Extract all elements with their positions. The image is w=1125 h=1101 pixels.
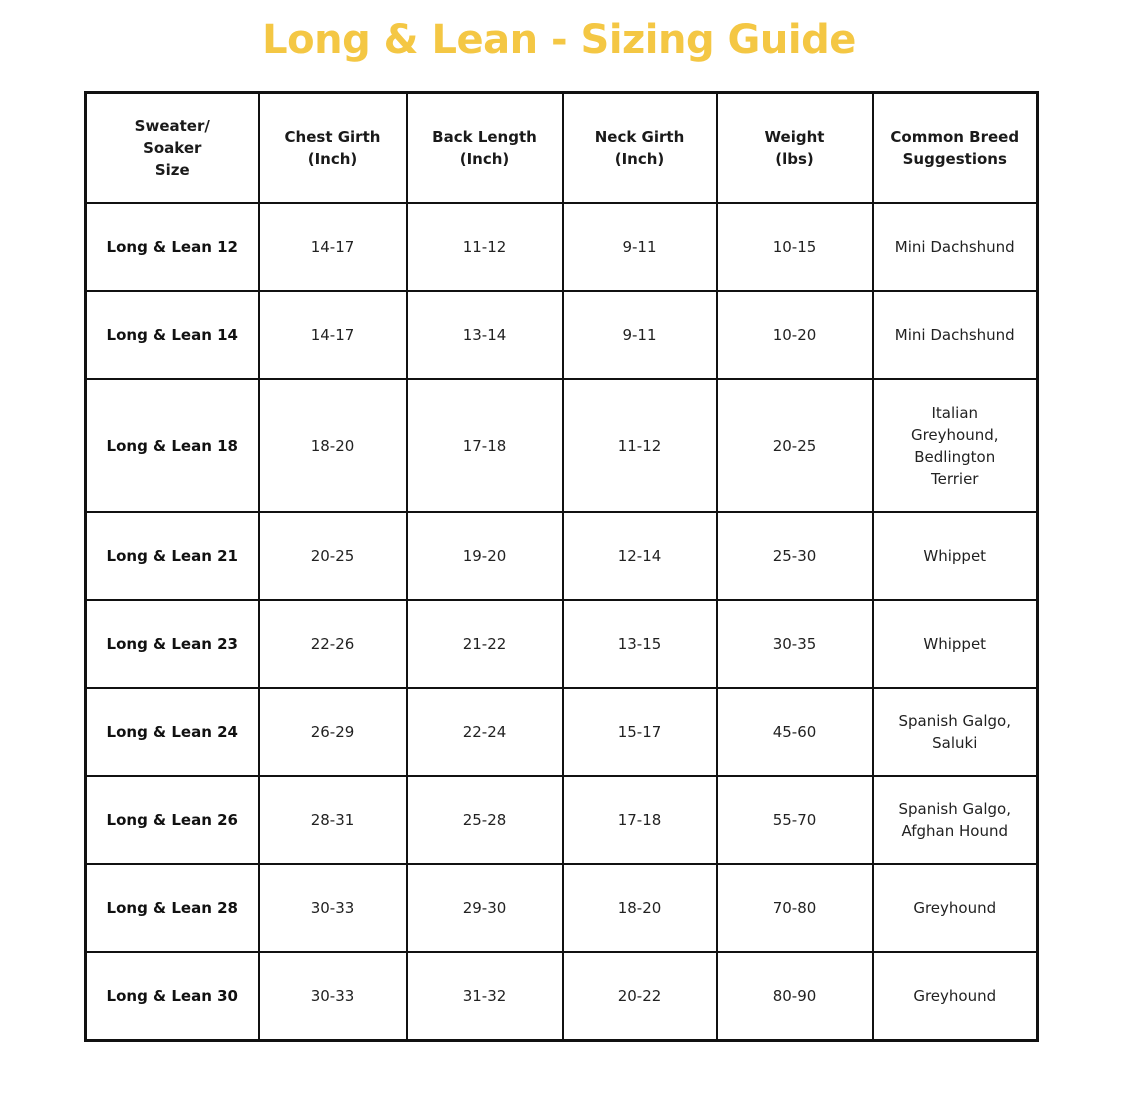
table-row bbox=[86, 600, 1038, 688]
back-cell: 19-20 bbox=[407, 512, 563, 600]
size-cell: Long & Lean 12 bbox=[86, 203, 259, 291]
chest-cell: 30-33 bbox=[259, 864, 407, 952]
back-cell: 25-28 bbox=[407, 776, 563, 864]
size-cell: Long & Lean 14 bbox=[86, 291, 259, 379]
neck-cell: 20-22 bbox=[563, 952, 717, 1041]
table-row bbox=[86, 864, 1038, 952]
chest-cell: 30-33 bbox=[259, 952, 407, 1041]
sizing-table bbox=[84, 91, 1039, 1042]
size-cell: Long & Lean 21 bbox=[86, 512, 259, 600]
weight-cell: 70-80 bbox=[717, 864, 873, 952]
back-cell: 22-24 bbox=[407, 688, 563, 776]
neck-cell: 12-14 bbox=[563, 512, 717, 600]
neck-cell: 11-12 bbox=[563, 379, 717, 512]
neck-cell: 9-11 bbox=[563, 203, 717, 291]
table-row bbox=[86, 512, 1038, 600]
chest-cell: 18-20 bbox=[259, 379, 407, 512]
header-size: Sweater/ Soaker Size bbox=[86, 93, 259, 204]
weight-cell: 80-90 bbox=[717, 952, 873, 1041]
chest-cell: 14-17 bbox=[259, 203, 407, 291]
header-weight: Weight (lbs) bbox=[717, 93, 873, 204]
table-row bbox=[86, 203, 1038, 291]
back-cell: 17-18 bbox=[407, 379, 563, 512]
neck-cell: 17-18 bbox=[563, 776, 717, 864]
breed-cell: Whippet bbox=[873, 512, 1038, 600]
chest-cell: 26-29 bbox=[259, 688, 407, 776]
size-cell: Long & Lean 28 bbox=[86, 864, 259, 952]
breed-cell: Spanish Galgo, Afghan Hound bbox=[873, 776, 1038, 864]
neck-cell: 15-17 bbox=[563, 688, 717, 776]
breed-cell: Mini Dachshund bbox=[873, 291, 1038, 379]
weight-cell: 30-35 bbox=[717, 600, 873, 688]
header-back-length: Back Length (Inch) bbox=[407, 93, 563, 204]
breed-cell: Greyhound bbox=[873, 952, 1038, 1041]
chest-cell: 22-26 bbox=[259, 600, 407, 688]
weight-cell: 25-30 bbox=[717, 512, 873, 600]
table-row bbox=[86, 688, 1038, 776]
chest-cell: 28-31 bbox=[259, 776, 407, 864]
weight-cell: 45-60 bbox=[717, 688, 873, 776]
back-cell: 13-14 bbox=[407, 291, 563, 379]
table-row bbox=[86, 379, 1038, 512]
header-chest-girth: Chest Girth (Inch) bbox=[259, 93, 407, 204]
breed-cell: Mini Dachshund bbox=[873, 203, 1038, 291]
back-cell: 11-12 bbox=[407, 203, 563, 291]
breed-cell: Spanish Galgo, Saluki bbox=[873, 688, 1038, 776]
chest-cell: 20-25 bbox=[259, 512, 407, 600]
chest-cell: 14-17 bbox=[259, 291, 407, 379]
header-row bbox=[86, 93, 1038, 204]
back-cell: 29-30 bbox=[407, 864, 563, 952]
header-neck-girth: Neck Girth (Inch) bbox=[563, 93, 717, 204]
breed-cell: Whippet bbox=[873, 600, 1038, 688]
weight-cell: 20-25 bbox=[717, 379, 873, 512]
page-title: Long & Lean - Sizing Guide bbox=[262, 17, 856, 63]
size-cell: Long & Lean 23 bbox=[86, 600, 259, 688]
back-cell: 21-22 bbox=[407, 600, 563, 688]
weight-cell: 10-20 bbox=[717, 291, 873, 379]
breed-cell: Greyhound bbox=[873, 864, 1038, 952]
size-cell: Long & Lean 30 bbox=[86, 952, 259, 1041]
size-cell: Long & Lean 24 bbox=[86, 688, 259, 776]
breed-cell: Italian Greyhound, Bedlington Terrier bbox=[873, 379, 1038, 512]
header-breed: Common Breed Suggestions bbox=[873, 93, 1038, 204]
table-row bbox=[86, 291, 1038, 379]
neck-cell: 13-15 bbox=[563, 600, 717, 688]
size-cell: Long & Lean 26 bbox=[86, 776, 259, 864]
weight-cell: 10-15 bbox=[717, 203, 873, 291]
table-row bbox=[86, 952, 1038, 1041]
neck-cell: 18-20 bbox=[563, 864, 717, 952]
back-cell: 31-32 bbox=[407, 952, 563, 1041]
size-cell: Long & Lean 18 bbox=[86, 379, 259, 512]
weight-cell: 55-70 bbox=[717, 776, 873, 864]
table-row bbox=[86, 776, 1038, 864]
neck-cell: 9-11 bbox=[563, 291, 717, 379]
